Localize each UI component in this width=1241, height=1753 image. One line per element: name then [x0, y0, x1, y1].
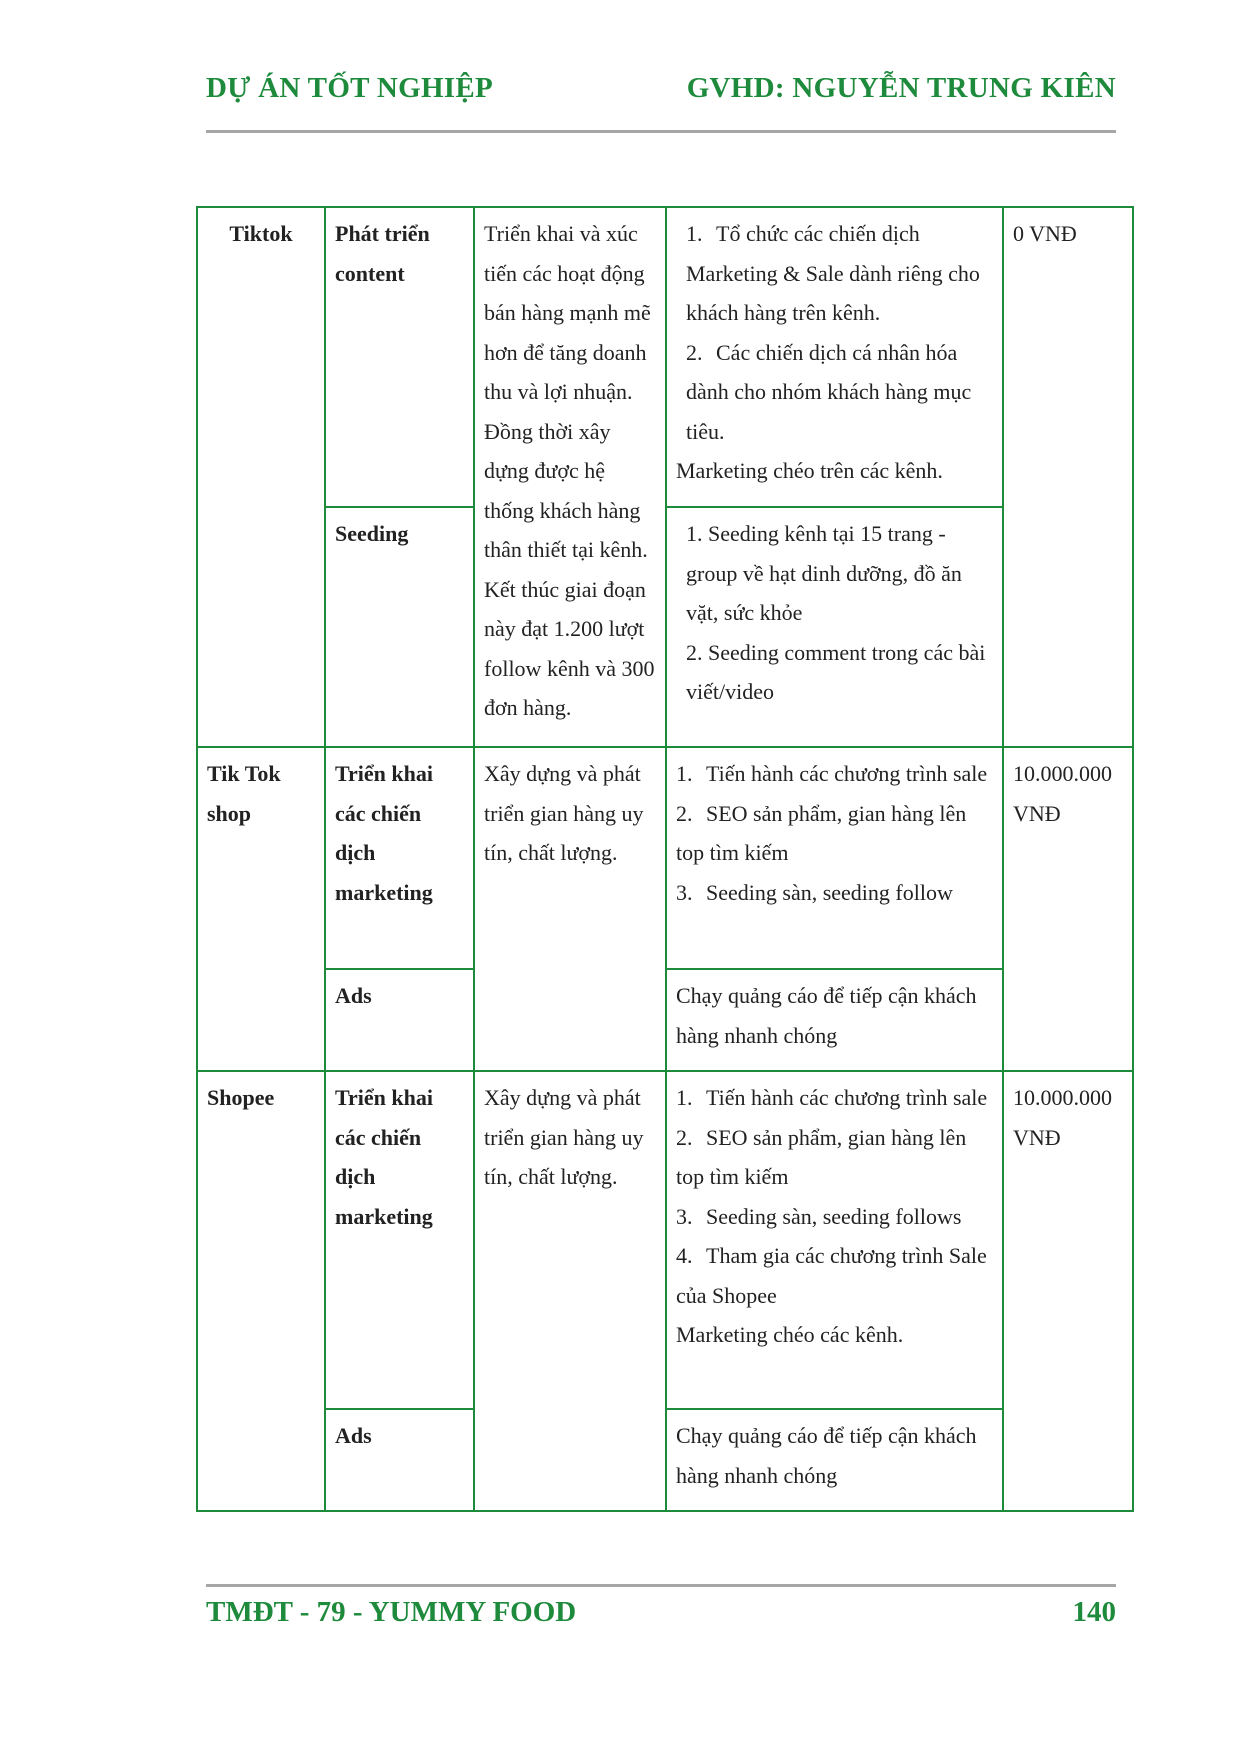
channel-cell: Tiktok	[197, 207, 325, 747]
channel-cell: Shopee	[197, 1071, 325, 1511]
list-item: 2. Các chiến dịch cá nhân hóa dành cho nhóm khách hàng mục tiêu.	[686, 339, 972, 444]
activity-cell: Triển khai các chiến dịch marketing	[325, 1071, 474, 1409]
list-item: 1. Tiến hành các chương trình sale	[676, 761, 988, 786]
goal-cell: Xây dựng và phát triển gian hàng uy tín, chất lượng.	[474, 747, 666, 1071]
channel-cell: Tik Tok shop	[197, 747, 325, 1071]
list-item: 3. Seeding sàn, seeding follows	[676, 1203, 962, 1229]
goal-cell: Xây dựng và phát triển gian hàng uy tín, chất lượng.	[474, 1071, 666, 1511]
content-cell: Chạy quảng cáo để tiếp cận khách hàng nhanh chóng	[666, 969, 1003, 1071]
content-cell	[666, 1071, 1003, 1409]
list-item: 2. Seeding comment trong các bài viết/video	[686, 639, 986, 704]
table-row-tiktokshop-1	[197, 747, 1133, 969]
list-item: 1. Tổ chức các chiến dịch Marketing & Sale dành riêng cho khách hàng trên kênh.	[686, 221, 980, 325]
content-cell: Chạy quảng cáo để tiếp cận khách hàng nhanh chóng	[666, 1409, 1003, 1511]
page-footer	[206, 1596, 1116, 1636]
page-header	[206, 72, 1116, 112]
budget-cell: 0 VNĐ	[1003, 207, 1133, 747]
header-advisor: GVHD: NGUYỄN TRUNG KIÊN	[686, 72, 1116, 104]
list-item: 1. Tiến hành các chương trình sale	[676, 1085, 988, 1110]
content-cell	[666, 747, 1003, 969]
table-row-shopee-1	[197, 1071, 1133, 1409]
header-project-title: DỰ ÁN TỐT NGHIỆP	[206, 72, 494, 104]
content-cell	[666, 207, 1003, 507]
page-number: 140	[1072, 1596, 1116, 1628]
goal-cell: Triển khai và xúc tiến các hoạt động bán hàng mạnh mẽ hơn để tăng doanh thu và lợi nhuận. Đồng thời xây dựng được hệ thống khách hàng thân thiết tại kênh. Kết thúc giai đoạn này đạt 1.200 lượt follow kênh và 300 đơn hàng.	[474, 207, 666, 747]
table-row-tiktok-1	[197, 207, 1133, 507]
budget-cell: 10.000.000 VNĐ	[1003, 747, 1133, 1071]
content-note: Marketing chéo trên các kênh.	[676, 458, 943, 483]
list-item: 1. Seeding kênh tại 15 trang - group về hạt dinh dưỡng, đồ ăn vặt, sức khỏe	[686, 521, 962, 625]
list-item: 2. SEO sản phẩm, gian hàng lên top tìm kiếm	[676, 800, 967, 865]
budget-cell: 10.000.000 VNĐ	[1003, 1071, 1133, 1511]
activity-cell: Triển khai các chiến dịch marketing	[325, 747, 474, 969]
header-divider	[206, 130, 1116, 133]
activity-cell: Ads	[325, 969, 474, 1071]
marketing-plan-table	[196, 206, 1134, 1512]
activity-cell: Phát triển content	[325, 207, 474, 507]
content-cell	[666, 507, 1003, 747]
list-item: 4. Tham gia các chương trình Sale của Shopee	[676, 1243, 987, 1308]
list-item: 3. Seeding sàn, seeding follow	[676, 879, 953, 905]
activity-cell: Ads	[325, 1409, 474, 1511]
list-item: 2. SEO sản phẩm, gian hàng lên top tìm kiếm	[676, 1124, 967, 1189]
footer-project-name: TMĐT - 79 - YUMMY FOOD	[206, 1596, 577, 1628]
activity-cell: Seeding	[325, 507, 474, 747]
footer-divider	[206, 1584, 1116, 1587]
content-note: Marketing chéo các kênh.	[676, 1322, 904, 1347]
